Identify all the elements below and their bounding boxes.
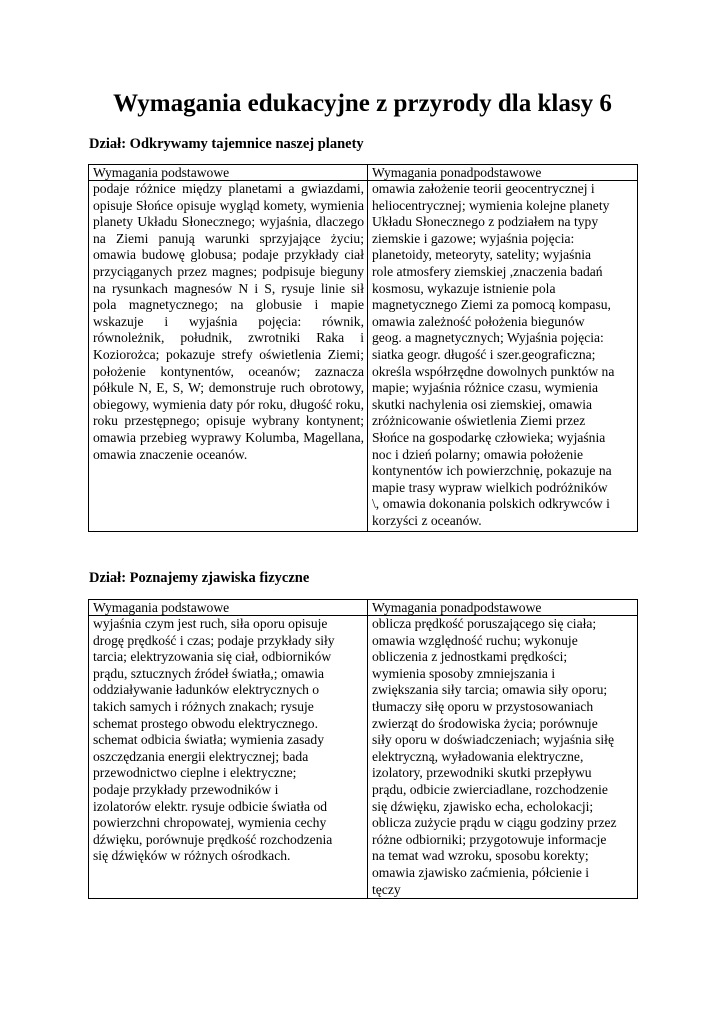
text-line: schemat odbicia światła; wymienia zasady <box>93 732 325 748</box>
text-line: omawia zjawisko zaćmienia, półcienie i <box>372 864 590 880</box>
table-row <box>89 181 638 532</box>
table-header-row <box>89 600 638 616</box>
basic-requirements-cell <box>89 616 368 899</box>
text-line: oblicza prędkość poruszającego się ciała; <box>372 616 597 631</box>
text-line: siatka geogr. długość i szer.geograficzna; <box>372 346 596 362</box>
requirements-table-physics <box>88 599 638 899</box>
text-line: takich samych i różnych znakach; rysuje <box>93 698 314 714</box>
text-line: przewodnictwo cieplne i elektryczne; <box>93 765 297 781</box>
text-line: oblicza zużycie prądu w ciągu godziny przez <box>372 815 617 831</box>
text-line: noc i dzień polarny; omawia położenie <box>372 446 584 462</box>
requirements-table-planet <box>88 164 638 532</box>
text-line: mapie; wyjaśnia różnice czasu, wymienia <box>372 380 599 396</box>
text-line: zwiększania siły tarcia; omawia siły oporu; <box>372 682 608 698</box>
text-line: elektryczną, wyładowania elektryczne, <box>372 748 584 764</box>
column-header-advanced: Wymagania ponadpodstawowe <box>368 165 638 181</box>
text-line: \, omawia dokonania polskich odkrywców i <box>372 496 610 512</box>
text-line: oszczędzania energii elektrycznej; bada <box>93 748 309 764</box>
text-line: prądu, sztucznych źródeł światła,; omawia <box>93 665 325 681</box>
text-line: określa współrzędne dowolnych punktów na <box>372 363 615 379</box>
table-row <box>89 616 638 899</box>
text-line: Słońce na gospodarkę człowieka; wyjaśnia <box>372 429 606 445</box>
text-line: na temat wad wzroku, sposobu korekty; <box>372 848 589 864</box>
text-line: magnetycznego Ziemi za pomocą kompasu, <box>372 297 611 313</box>
text-line: role atmosfery ziemskiej ,znaczenia badań <box>372 263 603 279</box>
text-line: omawia założenie teorii geocentrycznej i <box>372 181 595 196</box>
text-line: się dźwięków w różnych ośrodkach. <box>93 848 291 864</box>
text-line: tęczy <box>372 881 401 897</box>
text-line: dźwięku, porównuje prędkość rozchodzenia <box>93 831 333 847</box>
column-header-basic: Wymagania podstawowe <box>89 600 368 616</box>
text-line: planetoidy, meteoryty, satelity; wyjaśnia <box>372 247 592 263</box>
text-line: tarcia; elektryzowania się ciał, odbiorników <box>93 649 332 665</box>
text-line: zwierząt do środowiska życia; porównuje <box>372 715 598 731</box>
text-line: różne odbiorniki; przygotowuje informacje <box>372 831 607 847</box>
text-line: geog. a magnetycznych; Wyjaśnia pojęcia: <box>372 330 604 346</box>
text-line: oddziaływanie ładunków elektrycznych o <box>93 682 320 698</box>
text-line: tłumaczy siłę oporu w przystosowaniach <box>372 698 594 714</box>
text-line: podaje przykłady przewodników i <box>93 781 279 797</box>
text-line: wymienia sposoby zmniejszania i <box>372 665 556 681</box>
advanced-requirements-cell <box>368 181 638 532</box>
text-line: mapie trasy wypraw wielkich podróżników <box>372 479 608 495</box>
text-line: heliocentrycznej; wymienia kolejne planety <box>372 197 610 213</box>
text-line: prądu, odbicie zwierciadlane, rozchodzenie <box>372 781 608 797</box>
text-line: się dźwięku, zjawisko echa, echolokacji; <box>372 798 594 814</box>
table-header-row <box>89 165 638 181</box>
section-heading-physics: Dział: Poznajemy zjawiska fizyczne <box>89 570 310 586</box>
text-line: Układu Słonecznego z podziałem na typy <box>372 214 599 230</box>
section-heading-planet: Dział: Odkrywamy tajemnice naszej planety <box>89 136 364 152</box>
text-line: kontynentów ich powierzchnię, pokazuje na <box>372 463 612 479</box>
page-title: Wymagania edukacyjne z przyrody dla klasy 6 <box>113 90 612 117</box>
text-line: korzyści z oceanów. <box>372 512 482 528</box>
advanced-requirements-cell <box>368 616 638 899</box>
text-line: powierzchni chropowatej, wymienia cechy <box>93 815 327 831</box>
text-line: skutki nachylenia osi ziemskiej, omawia <box>372 396 593 412</box>
text-line: schemat prostego obwodu elektrycznego. <box>93 715 318 731</box>
text-line: obliczenia z jednostkami prędkości; <box>372 649 568 665</box>
text-line: omawia względność ruchu; wykonuje <box>372 632 578 648</box>
text-line: wyjaśnia czym jest ruch, siła oporu opisuje <box>93 616 328 631</box>
text-line: kosmosu, wykazuje istnienie pola <box>372 280 556 296</box>
column-header-basic: Wymagania podstawowe <box>89 165 368 181</box>
text-line: izolatory, przewodniki skutki przepływu <box>372 765 592 781</box>
text-line: drogę prędkość i czas; podaje przykłady siły <box>93 632 335 648</box>
text-line: zróżnicowanie oświetlenia Ziemi przez <box>372 413 586 429</box>
text-line: siły oporu w doświadczeniach; wyjaśnia siłę <box>372 732 614 748</box>
text-line: omawia zależność położenia biegunów <box>372 313 585 329</box>
text-line: ziemskie i gazowe; wyjaśnia pojęcia: <box>372 230 575 246</box>
basic-requirements-cell: podaje różnice między planetami a gwiazdami, opisuje Słońce opisuje wygląd komety, wymienia planety Układu Słonecznego; wyjaśnia, dlaczego na Ziemi panują warunki sprzyjające życiu; omawia budowę globusa; podaje przykłady ciał przyciąganych przez magnes; podpisuje bieguny na rysunkach magnesów N i S, rysuje linie sił pola magnetycznego; na globusie i mapie wskazuje i wyjaśnia pojęcia: równik, równoleżnik, południk, zwrotniki Raka i Koziorożca; pokazuje strefy oświetlenia Ziemi; położenie kontynentów, oceanów; zaznacza półkule N, E, S, W; demonstruje ruch obrotowy, obiegowy, wymienia daty pór roku, długość roku, roku przestępnego; opisuje wybrany kontynent; omawia przebieg wyprawy Kolumba, Magellana, omawia znaczenie oceanów. <box>89 181 368 532</box>
column-header-advanced: Wymagania ponadpodstawowe <box>368 600 638 616</box>
text-line: izolatorów elektr. rysuje odbicie światła od <box>93 798 328 814</box>
